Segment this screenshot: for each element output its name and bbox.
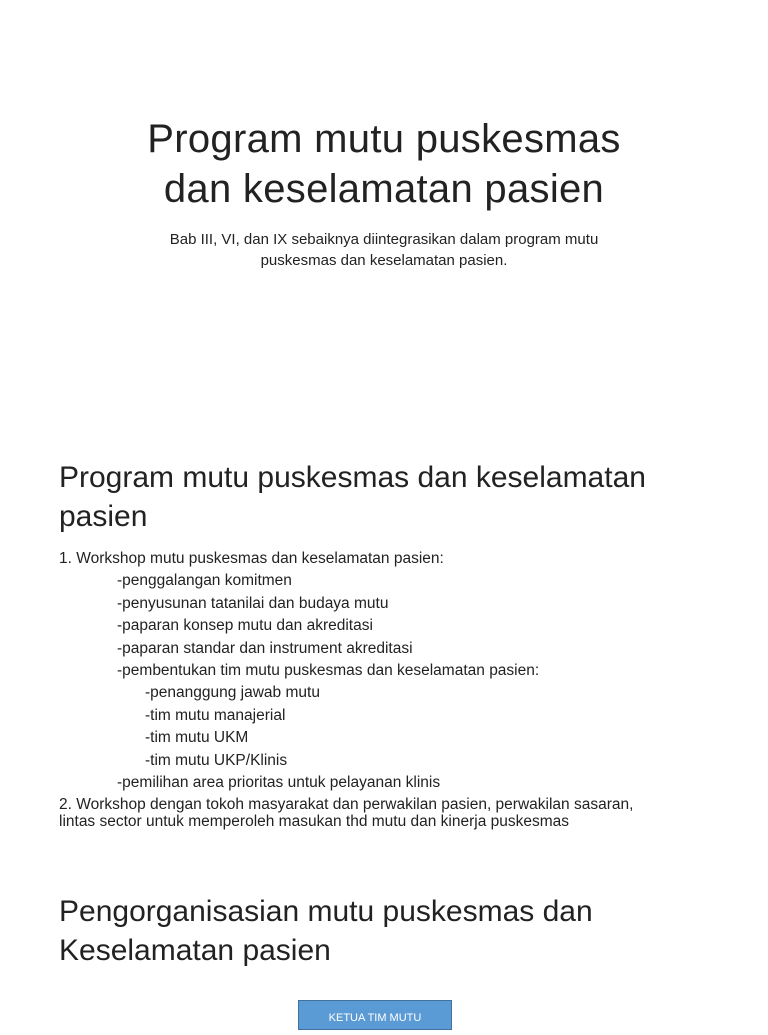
- slide3-title-line-1: Pengorganisasian mutu puskesmas dan: [59, 895, 593, 928]
- slide1-title: [0, 114, 768, 214]
- list-item-workshop-1: 1. Workshop mutu puskesmas dan keselamatan pasien:: [59, 550, 444, 567]
- org-chart-box-ketua-tim-mutu: KETUA TIM MUTU: [298, 1000, 452, 1030]
- list-item: -penggalangan komitmen: [117, 572, 292, 590]
- list-item: -penyusunan tatanilai dan budaya mutu: [117, 594, 389, 612]
- slide1-subtitle-line-1: Bab III, VI, dan IX sebaiknya diintegrasikan dalam program mutu: [169, 231, 599, 248]
- list-item: -paparan konsep mutu dan akreditasi: [117, 617, 373, 635]
- slide2-title: [59, 458, 749, 536]
- slide3-title-line-2: Keselamatan pasien: [59, 934, 331, 967]
- slide1-subtitle: [0, 229, 768, 271]
- slide2-title-line-2: pasien: [59, 500, 148, 533]
- team-item: -tim mutu UKM: [145, 729, 249, 747]
- slide1-title-line-2: dan keselamatan pasien: [163, 167, 605, 211]
- team-item: -tim mutu UKP/Klinis: [145, 751, 288, 769]
- list-item: -pembentukan tim mutu puskesmas dan keselamatan pasien:: [117, 661, 540, 679]
- workshop-2-line-1: 2. Workshop dengan tokoh masyarakat dan perwakilan pasien, perwakilan sasaran,: [59, 796, 634, 814]
- slide3-title: [59, 892, 749, 970]
- slide1-subtitle-line-2: puskesmas dan keselamatan pasien.: [260, 252, 508, 269]
- list-item: -paparan standar dan instrument akreditasi: [117, 639, 413, 657]
- slide2-title-line-1: Program mutu puskesmas dan keselamatan: [59, 461, 646, 494]
- slide1-title-line-1: Program mutu puskesmas: [147, 117, 621, 161]
- list-item: -pemilihan area prioritas untuk pelayanan klinis: [117, 773, 441, 791]
- team-item: -penanggung jawab mutu: [145, 684, 320, 702]
- list-item-workshop-2: [59, 796, 749, 830]
- team-item: -tim mutu manajerial: [145, 706, 286, 724]
- slide2-body: [59, 548, 749, 830]
- workshop-2-line-2: lintas sector untuk memperoleh masukan thd mutu dan kinerja puskesmas: [59, 813, 570, 831]
